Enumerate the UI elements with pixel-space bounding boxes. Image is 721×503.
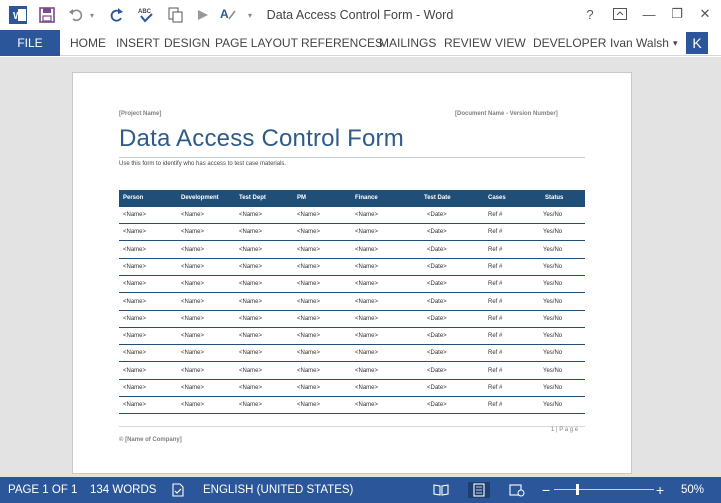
proofing-icon[interactable] (170, 482, 186, 498)
cell-development[interactable]: <Name> (181, 367, 205, 374)
cell-test-dept[interactable]: <Name> (239, 385, 263, 391)
print-layout-icon[interactable] (468, 482, 490, 498)
cell-cases[interactable]: Ref # (488, 350, 503, 357)
cell-person[interactable]: <Name> (123, 229, 147, 236)
cell-cases[interactable]: Ref # (488, 298, 503, 305)
cell-test-date[interactable]: <Date> (427, 385, 447, 391)
cell-status[interactable]: Yes/No (543, 315, 563, 322)
cell-development[interactable]: <Name> (181, 350, 205, 357)
table-row[interactable] (119, 276, 585, 293)
header-pm: PM (297, 195, 306, 201)
document-name-placeholder[interactable]: [Document Name - Version Number] (455, 111, 558, 117)
tab-page-layout[interactable]: PAGE LAYOUT (215, 36, 298, 50)
cell-development[interactable]: <Name> (181, 263, 205, 270)
zoom-in-icon[interactable]: + (656, 482, 665, 498)
table-header-row (119, 190, 585, 207)
cell-pm[interactable]: <Name> (297, 263, 321, 270)
cell-test-date[interactable]: <Date> (427, 315, 447, 322)
language[interactable]: ENGLISH (UNITED STATES) (203, 484, 354, 496)
cell-person[interactable]: <Name> (123, 350, 147, 357)
header-development: Development (181, 195, 219, 201)
read-mode-icon[interactable] (432, 482, 450, 498)
undo-dropdown-icon[interactable]: ▾ (89, 10, 94, 20)
cell-finance[interactable]: <Name> (355, 298, 379, 305)
cell-cases[interactable]: Ref # (488, 367, 503, 374)
svg-text:ABC: ABC (138, 9, 151, 15)
cell-pm[interactable]: <Name> (297, 385, 321, 391)
cell-pm[interactable]: <Name> (297, 367, 321, 374)
cell-person[interactable]: <Name> (123, 246, 147, 253)
tab-review[interactable]: REVIEW (444, 36, 492, 50)
header-status: Status (545, 195, 564, 201)
cell-test-dept[interactable]: <Name> (239, 350, 263, 357)
cell-pm[interactable]: <Name> (297, 315, 321, 322)
cell-status[interactable]: Yes/No (543, 402, 563, 409)
avatar[interactable]: K (686, 32, 708, 54)
cell-test-date[interactable]: <Date> (427, 263, 447, 270)
cell-finance[interactable]: <Name> (355, 333, 379, 340)
cell-status[interactable]: Yes/No (543, 229, 563, 236)
cell-person[interactable]: <Name> (123, 315, 147, 322)
cell-status[interactable]: Yes/No (543, 263, 563, 270)
heading-divider (119, 157, 585, 158)
word-logo-icon[interactable] (8, 5, 28, 25)
cell-person[interactable]: <Name> (123, 281, 147, 288)
project-name-placeholder[interactable]: [Project Name] (119, 111, 162, 117)
save-icon[interactable] (37, 5, 57, 25)
cell-development[interactable]: <Name> (181, 281, 205, 288)
cell-cases[interactable]: Ref # (488, 281, 503, 288)
cell-status[interactable]: Yes/No (543, 212, 563, 218)
cell-person[interactable]: <Name> (123, 333, 147, 340)
cell-development[interactable]: <Name> (181, 385, 205, 391)
tab-home[interactable]: HOME (70, 36, 106, 50)
document-page[interactable] (72, 72, 632, 474)
document-canvas[interactable] (0, 57, 721, 477)
zoom-slider-handle[interactable] (576, 484, 579, 495)
spelling-icon[interactable] (136, 5, 156, 25)
cell-test-dept[interactable]: <Name> (239, 367, 263, 374)
cell-status[interactable]: Yes/No (543, 246, 563, 253)
cell-test-dept[interactable]: <Name> (239, 298, 263, 305)
cell-cases[interactable]: Ref # (488, 402, 503, 409)
tab-design[interactable]: DESIGN (164, 36, 211, 50)
cell-test-dept[interactable]: <Name> (239, 315, 263, 322)
tab-file[interactable]: FILE (0, 30, 60, 56)
tab-view[interactable]: VIEW (495, 36, 526, 50)
cell-cases[interactable]: Ref # (488, 315, 503, 322)
cell-finance[interactable]: <Name> (355, 212, 379, 218)
cell-test-dept[interactable]: <Name> (239, 263, 263, 270)
status-bar (0, 477, 721, 503)
table-row[interactable] (119, 397, 585, 414)
new-document-icon[interactable] (165, 5, 185, 25)
cell-test-dept[interactable]: <Name> (239, 212, 263, 218)
ribbon-display-options-icon[interactable] (608, 2, 632, 26)
header-person: Person (123, 195, 144, 201)
cell-person[interactable]: <Name> (123, 385, 147, 391)
cell-status[interactable]: Yes/No (543, 333, 563, 340)
cell-cases[interactable]: Ref # (488, 246, 503, 253)
cell-test-date[interactable]: <Date> (427, 402, 447, 409)
table-row[interactable] (119, 380, 585, 397)
cell-cases[interactable]: Ref # (488, 229, 503, 236)
table-row[interactable] (119, 224, 585, 241)
table-row[interactable] (119, 311, 585, 328)
zoom-level[interactable]: 50% (681, 484, 705, 496)
cell-test-date[interactable]: <Date> (427, 212, 447, 218)
title-bar (0, 0, 721, 30)
tab-developer[interactable]: DEVELOPER (533, 36, 607, 50)
table-row[interactable] (119, 328, 585, 345)
cell-cases[interactable]: Ref # (488, 333, 503, 340)
cell-development[interactable]: <Name> (181, 246, 205, 253)
cell-finance[interactable]: <Name> (355, 350, 379, 357)
cell-pm[interactable]: <Name> (297, 246, 321, 253)
cell-development[interactable]: <Name> (181, 298, 205, 305)
cell-development[interactable]: <Name> (181, 402, 205, 409)
cell-status[interactable]: Yes/No (543, 298, 563, 305)
restore-icon[interactable]: ❐ (671, 6, 683, 21)
cell-finance[interactable]: <Name> (355, 385, 379, 391)
footer-divider (119, 426, 585, 427)
cell-pm[interactable]: <Name> (297, 333, 321, 340)
cell-person[interactable]: <Name> (123, 263, 147, 270)
cell-person[interactable]: <Name> (123, 402, 147, 409)
cell-status[interactable]: Yes/No (543, 367, 563, 374)
cell-cases[interactable]: Ref # (488, 263, 503, 270)
cell-person[interactable]: <Name> (123, 367, 147, 374)
svg-text:W: W (13, 11, 23, 22)
zoom-slider[interactable] (554, 489, 654, 490)
cell-finance[interactable]: <Name> (355, 315, 379, 322)
cell-test-date[interactable]: <Date> (427, 367, 447, 374)
cell-finance[interactable]: <Name> (355, 246, 379, 253)
header-test-dept: Test Dept (239, 195, 266, 201)
cell-test-dept[interactable]: <Name> (239, 229, 263, 236)
cell-development[interactable]: <Name> (181, 229, 205, 236)
header-cases: Cases (488, 195, 506, 201)
cell-person[interactable]: <Name> (123, 298, 147, 305)
close-icon[interactable]: ✕ (699, 6, 711, 21)
table-row[interactable] (119, 207, 585, 224)
cell-pm[interactable]: <Name> (297, 350, 321, 357)
cell-development[interactable]: <Name> (181, 212, 205, 218)
table-row[interactable] (119, 259, 585, 276)
cell-test-date[interactable]: <Date> (427, 246, 447, 253)
cell-finance[interactable]: <Name> (355, 402, 379, 409)
footer-company[interactable]: © [Name of Company] (119, 437, 182, 443)
cell-development[interactable]: <Name> (181, 333, 205, 340)
cell-pm[interactable]: <Name> (297, 281, 321, 288)
cell-cases[interactable]: Ref # (488, 385, 503, 391)
cell-cases[interactable]: Ref # (488, 212, 503, 218)
help-icon[interactable]: ? (586, 6, 594, 22)
ribbon-tabs (0, 30, 721, 56)
svg-text:A: A (220, 7, 229, 21)
cell-test-date[interactable]: <Date> (427, 229, 447, 236)
tab-mailings[interactable]: MAILINGS (379, 36, 437, 50)
cell-development[interactable]: <Name> (181, 315, 205, 322)
zoom-out-icon[interactable]: − (542, 482, 551, 498)
cell-pm[interactable]: <Name> (297, 402, 321, 409)
cell-test-date[interactable]: <Date> (427, 333, 447, 340)
minimize-icon[interactable]: — (642, 6, 656, 22)
redo-icon[interactable] (106, 5, 126, 25)
cell-status[interactable]: Yes/No (543, 350, 563, 357)
tab-references[interactable]: REFERENCES (301, 36, 384, 50)
cell-finance[interactable]: <Name> (355, 281, 379, 288)
user-name[interactable]: Ivan Walsh (610, 36, 669, 50)
user-menu-chevron-icon[interactable]: ▾ (673, 38, 678, 48)
page-count[interactable]: PAGE 1 OF 1 (8, 484, 78, 496)
tab-insert[interactable]: INSERT (116, 36, 160, 50)
cell-person[interactable]: <Name> (123, 212, 147, 218)
cell-pm[interactable]: <Name> (297, 229, 321, 236)
cell-status[interactable]: Yes/No (543, 385, 563, 391)
touch-mode-icon[interactable] (194, 5, 214, 25)
word-count[interactable]: 134 WORDS (90, 484, 157, 496)
undo-icon[interactable] (66, 5, 86, 25)
document-heading[interactable]: Data Access Control Form (119, 125, 404, 152)
instruction-text[interactable]: Use this form to identify who has access to test case materials. (119, 161, 287, 167)
header-finance: Finance (355, 195, 378, 201)
cell-status[interactable]: Yes/No (543, 281, 563, 288)
cell-test-date[interactable]: <Date> (427, 298, 447, 305)
table-row[interactable] (119, 294, 585, 311)
window-title: Data Access Control Form - Word (266, 8, 454, 22)
cell-finance[interactable]: <Name> (355, 263, 379, 270)
cell-test-date[interactable]: <Date> (427, 350, 447, 357)
customize-qat-icon[interactable]: ▾ (247, 10, 252, 20)
table-row[interactable] (119, 363, 585, 380)
cell-test-dept[interactable]: <Name> (239, 246, 263, 253)
web-layout-icon[interactable] (508, 482, 526, 498)
cell-test-dept[interactable]: <Name> (239, 281, 263, 288)
cell-finance[interactable]: <Name> (355, 367, 379, 374)
cell-test-date[interactable]: <Date> (427, 281, 447, 288)
cell-pm[interactable]: <Name> (297, 298, 321, 305)
cell-pm[interactable]: <Name> (297, 212, 321, 218)
table-row[interactable] (119, 345, 585, 362)
footer-page-number: 1 | P a g e (551, 427, 579, 433)
cell-test-dept[interactable]: <Name> (239, 333, 263, 340)
header-test-date: Test Date (424, 195, 451, 201)
cell-finance[interactable]: <Name> (355, 229, 379, 236)
cell-test-dept[interactable]: <Name> (239, 402, 263, 409)
table-row[interactable] (119, 242, 585, 259)
